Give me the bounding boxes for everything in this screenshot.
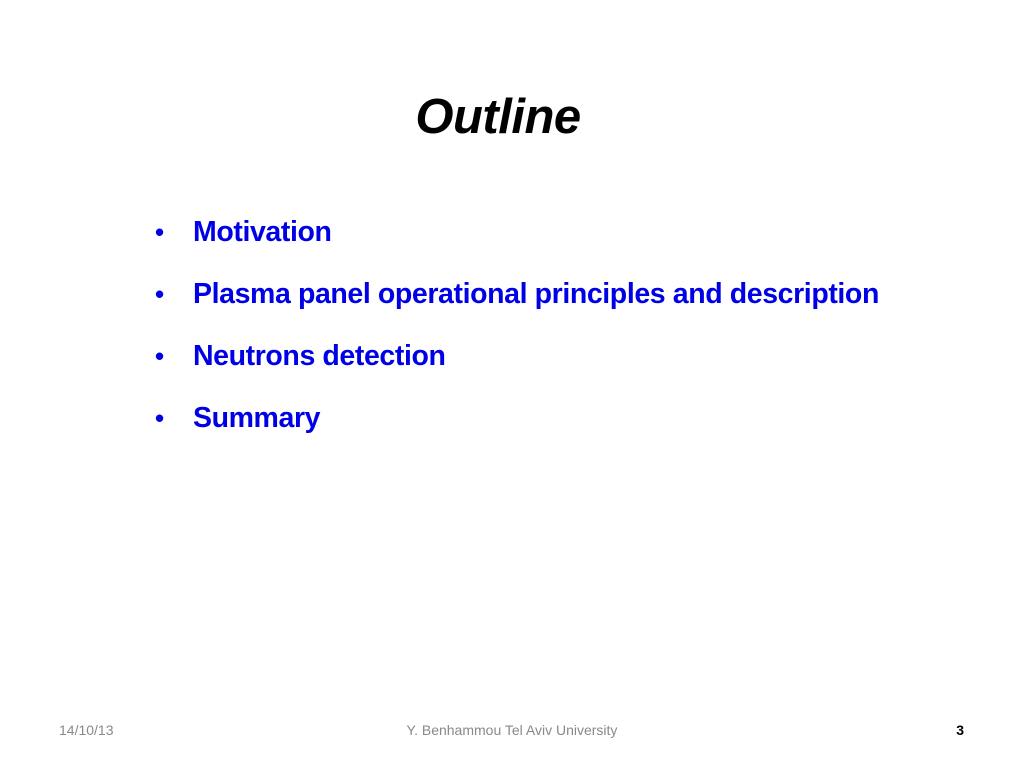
bullet-icon: •: [155, 403, 165, 433]
bullet-icon: •: [155, 279, 165, 309]
page-number: 3: [956, 722, 964, 738]
bullet-list: [155, 201, 879, 449]
bullet-icon: •: [155, 341, 165, 371]
list-item: [155, 387, 879, 449]
slide-title: Outline: [415, 90, 581, 144]
list-item: [155, 201, 879, 263]
footer-author: Y. Benhammou Tel Aviv University: [406, 722, 618, 738]
list-item: [155, 325, 879, 387]
bullet-icon: •: [155, 217, 165, 247]
footer-date: 14/10/13: [59, 722, 114, 738]
bullet-text-summary: Summary: [193, 401, 321, 434]
list-item: [155, 263, 879, 325]
bullet-text-plasma-panel: Plasma panel operational principles and description: [193, 277, 879, 310]
bullet-text-motivation: Motivation: [193, 215, 332, 248]
bullet-text-neutrons: Neutrons detection: [193, 339, 446, 372]
